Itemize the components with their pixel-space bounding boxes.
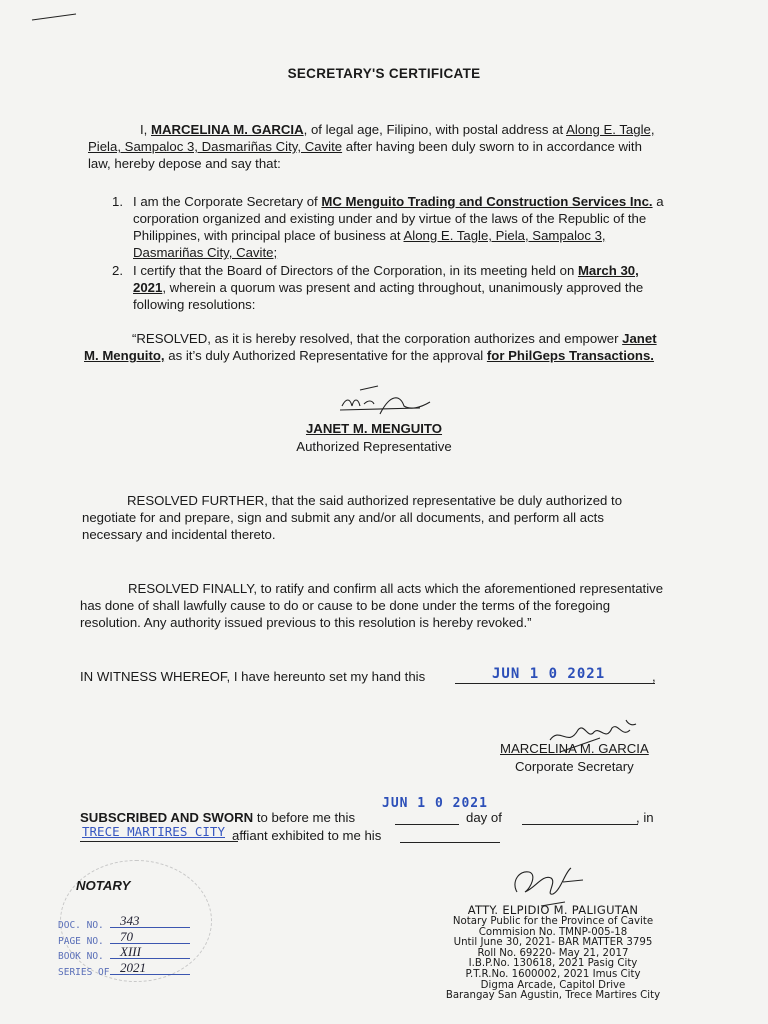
meeting-date: March 30, 2021 xyxy=(133,263,639,295)
item-1-pre: I am the Corporate Secretary of xyxy=(133,194,322,209)
id-line xyxy=(400,842,500,843)
notary-line-2: Commision No. TMNP-005-18 xyxy=(478,926,628,938)
item-2-text xyxy=(133,262,665,313)
document-title: SECRETARY'S CERTIFICATE xyxy=(287,66,481,81)
resolved-finally: RESOLVED FINALLY, to ratify and confirm all acts which the aforementioned representative has done of shall lawfully cause to do or cause to be done under the terms of the foregoing resolution. Any authority issued previous to this resolution is hereby revoked.” xyxy=(80,581,664,630)
subscribed-bold: SUBSCRIBED AND SWORN xyxy=(80,810,254,825)
intro-pre: I, xyxy=(140,122,151,137)
representative-role: Authorized Representative xyxy=(296,439,452,454)
registry-book-value: XIII xyxy=(120,944,141,959)
subscribed-day-line xyxy=(395,824,459,825)
resolved-paragraph xyxy=(84,330,672,364)
registry-doc-label: DOC. NO. xyxy=(58,920,104,931)
affiant-address: Along E. Tagle, Piela, Sampaloc 3, Dasmariñas City, Cavite xyxy=(88,122,655,154)
subscribed-month-line xyxy=(522,824,638,825)
notary-line-3: Until June 30, 2021- BAR MATTER 3795 xyxy=(453,937,653,949)
item-1-number: 1. xyxy=(112,194,123,209)
item-2-post: , wherein a quorum was present and acting throughout, unanimously approved the following resolutions: xyxy=(133,280,644,312)
notary-line-7: Digma Arcade, Capitol Drive xyxy=(480,979,626,991)
notary-line-6: P.T.R.No. 1600002, 2021 Imus City xyxy=(465,968,641,980)
resolved-further: RESOLVED FURTHER, that the said authorized representative be duly authorized to negotiate for and prepare, sign and submit any and/or all documents, and perform all acts necessary and incidental thereto. xyxy=(82,493,623,542)
witness-date-line xyxy=(455,683,655,684)
item-2-number: 2. xyxy=(112,263,123,278)
notary-details xyxy=(418,903,688,1002)
subscribed-text1: to before me this xyxy=(253,810,356,825)
item-2-pre: I certify that the Board of Directors of the Corporation, in its meeting held on xyxy=(133,263,578,278)
notary-line-1: Notary Public for the Province of Cavite xyxy=(452,916,654,927)
registry-series-label: SERIES OF xyxy=(58,966,110,978)
subscribed-date-stamp: JUN 1 0 2021 xyxy=(382,796,488,811)
intro-paragraph xyxy=(88,121,660,172)
registry-page-label: PAGE NO. xyxy=(58,935,104,947)
corner-pen-mark xyxy=(30,8,80,28)
registry-page-value: 70 xyxy=(120,928,133,944)
item-1-text xyxy=(133,193,671,261)
notary-label: NOTARY xyxy=(76,878,131,893)
item-1-mid: a corporation organized and existing under and by virtue of the laws of the Republic of the Philippines, with principal place of business at xyxy=(133,194,664,243)
resolved-pre: “RESOLVED, as it is hereby resolved, that the corporation authorizes and empower xyxy=(132,331,623,346)
witness-text: IN WITNESS WHEREOF, I have hereunto set my hand this xyxy=(80,669,426,684)
intro-mid: , of legal age, Filipino, with postal address at xyxy=(303,122,567,137)
notary-name: ATTY. ELPIDIO M. PALIGUTAN xyxy=(467,903,639,917)
secretary-name: MARCELINA M. GARCIA xyxy=(500,741,649,756)
registry-book-label: BOOK NO. xyxy=(58,951,104,962)
city-line xyxy=(80,841,238,842)
notary-line-5: I.B.P.No. 130618, 2021 Pasig City xyxy=(468,958,638,970)
registry-row-doc xyxy=(58,915,208,931)
witness-date-stamp: JUN 1 0 2021 xyxy=(492,666,606,682)
representative-name: JANET M. MENGUITO xyxy=(305,421,443,436)
registry-series-value: 2021 xyxy=(120,959,146,975)
resolved-mid: as it’s duly Authorized Representative for the approval xyxy=(164,348,487,363)
notary-line-4: Roll No. 69220- May 21, 2017 xyxy=(477,947,629,959)
company-name: MC Menguito Trading and Construction Services Inc. xyxy=(321,194,653,209)
intro-post: after having been duly sworn to in accordance with law, hereby depose and say that: xyxy=(88,139,642,171)
subscribed-text3: , in xyxy=(636,810,654,825)
registry-series-line xyxy=(110,974,190,975)
registry-row-series xyxy=(58,959,208,978)
resolved-purpose: for PhilGeps Transactions. xyxy=(486,348,654,363)
subscribed-text2: day of xyxy=(466,810,502,825)
affiant-name: MARCELINA M. GARCIA xyxy=(151,122,304,137)
city-stamp: TRECE MARTIRES CITY xyxy=(82,824,225,839)
subscribed-text4: affiant exhibited to me his xyxy=(232,828,382,843)
notary-line-8: Barangay San Agustin, Trece Martires City xyxy=(445,990,661,1002)
representative-signature xyxy=(320,384,440,424)
representative-name-inline: Janet M. Menguito, xyxy=(84,331,657,363)
company-address: Along E. Tagle, Piela, Sampaloc 3, Dasmariñas City, Cavite; xyxy=(133,228,606,260)
notarial-registry xyxy=(58,915,208,977)
witness-comma: , xyxy=(652,669,656,684)
registry-doc-value: 343 xyxy=(120,913,140,928)
secretary-role: Corporate Secretary xyxy=(515,759,634,774)
